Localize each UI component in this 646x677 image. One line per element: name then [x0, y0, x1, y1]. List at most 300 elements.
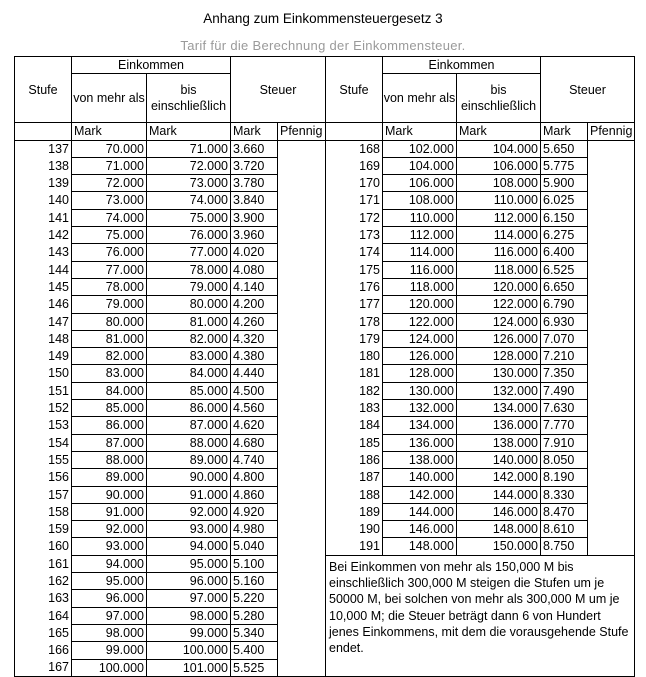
header-einkommen: Einkommen: [72, 57, 231, 74]
stufe-cell: 173: [359, 228, 380, 243]
steuer-pfennig-cell: [278, 451, 326, 468]
steuer-mark-cell: 4.260: [231, 313, 278, 330]
stufe-cell: 174: [359, 245, 380, 260]
table-row: [15, 175, 635, 192]
stufe-cell: 158: [15, 503, 72, 520]
stufe-cell: 146: [15, 296, 72, 313]
stufe-cell: 141: [15, 209, 72, 226]
bis-cell: 101.000: [147, 659, 231, 676]
steuer-mark-cell: 4.500: [231, 382, 278, 399]
von-cell: 144.000: [383, 503, 457, 520]
header-stufe: Stufe: [326, 57, 383, 123]
von-cell: 94.000: [72, 555, 147, 572]
bis-cell: 73.000: [147, 175, 231, 192]
table-body: [15, 57, 635, 677]
von-cell: 134.000: [383, 417, 457, 434]
stufe-cell: 147: [15, 313, 72, 330]
unit-mark: Mark: [147, 123, 231, 140]
bis-cell: 76.000: [147, 227, 231, 244]
steuer-mark-cell: 4.920: [231, 503, 278, 520]
bis-cell: 140.000: [457, 451, 541, 468]
von-cell: 78.000: [72, 278, 147, 295]
bis-cell: 116.000: [457, 244, 541, 261]
bis-cell: 93.000: [147, 521, 231, 538]
table-subheading: Tarif für die Berechnung der Einkommensteuer.: [180, 38, 466, 53]
bis-cell: 91.000: [147, 486, 231, 503]
steuer-pfennig-cell: [588, 503, 635, 520]
von-cell: 77.000: [72, 261, 147, 278]
steuer-mark-cell: 4.740: [231, 451, 278, 468]
header-bis: bis einschließlich: [457, 74, 541, 123]
steuer-pfennig-cell: [278, 157, 326, 174]
table-row: [15, 521, 635, 538]
header-row-1: [15, 57, 635, 74]
bis-cell: 132.000: [457, 382, 541, 399]
steuer-pfennig-cell: [278, 642, 326, 659]
bis-cell: 104.000: [457, 140, 541, 157]
steuer-pfennig-cell: [278, 227, 326, 244]
von-cell: 71.000: [72, 157, 147, 174]
von-cell: 102.000: [383, 140, 457, 157]
steuer-mark-cell: 4.200: [231, 296, 278, 313]
bis-cell: 134.000: [457, 400, 541, 417]
steuer-pfennig-cell: [588, 469, 635, 486]
bis-cell: 122.000: [457, 296, 541, 313]
von-cell: 79.000: [72, 296, 147, 313]
steuer-pfennig-cell: [278, 192, 326, 209]
header-bis: bis einschließlich: [147, 74, 231, 123]
bis-cell: 92.000: [147, 503, 231, 520]
stufe-cell: 160: [15, 538, 72, 555]
von-cell: 98.000: [72, 624, 147, 641]
von-cell: 82.000: [72, 348, 147, 365]
steuer-mark-cell: 8.050: [541, 451, 588, 468]
bis-cell: 148.000: [457, 521, 541, 538]
steuer-mark-cell: 3.780: [231, 175, 278, 192]
steuer-pfennig-cell: [278, 296, 326, 313]
steuer-pfennig-cell: [588, 400, 635, 417]
steuer-mark-cell: 5.220: [231, 590, 278, 607]
table-row: [15, 555, 635, 572]
steuer-mark-cell: 5.280: [231, 607, 278, 624]
steuer-pfennig-cell: [278, 400, 326, 417]
bis-cell: 89.000: [147, 451, 231, 468]
unit-blank: [15, 123, 72, 140]
stufe-cell: 185: [359, 435, 380, 450]
steuer-mark-cell: 4.080: [231, 261, 278, 278]
stufe-cell: 187: [359, 470, 380, 485]
bis-cell: 90.000: [147, 469, 231, 486]
bis-cell: 112.000: [457, 209, 541, 226]
steuer-mark-cell: 4.980: [231, 521, 278, 538]
table-row: [15, 365, 635, 382]
steuer-mark-cell: 4.680: [231, 434, 278, 451]
stufe-cell: 153: [15, 417, 72, 434]
steuer-pfennig-cell: [278, 330, 326, 347]
stufe-cell: 183: [359, 401, 380, 416]
steuer-mark-cell: 5.100: [231, 555, 278, 572]
header-steuer: Steuer: [541, 57, 635, 123]
von-cell: 85.000: [72, 400, 147, 417]
von-cell: 91.000: [72, 503, 147, 520]
bis-cell: 136.000: [457, 417, 541, 434]
steuer-mark-cell: 5.340: [231, 624, 278, 641]
bis-cell: 144.000: [457, 486, 541, 503]
von-cell: 136.000: [383, 434, 457, 451]
steuer-pfennig-cell: [588, 227, 635, 244]
von-cell: 146.000: [383, 521, 457, 538]
steuer-pfennig-cell: [278, 417, 326, 434]
steuer-pfennig-cell: [588, 348, 635, 365]
steuer-pfennig-cell: [588, 434, 635, 451]
stufe-cell: 142: [15, 227, 72, 244]
steuer-pfennig-cell: [278, 365, 326, 382]
bis-cell: 72.000: [147, 157, 231, 174]
steuer-mark-cell: 3.660: [231, 140, 278, 157]
stufe-cell: 139: [15, 175, 72, 192]
stufe-cell: 143: [15, 244, 72, 261]
steuer-mark-cell: 7.490: [541, 382, 588, 399]
stufe-cell: 163: [15, 590, 72, 607]
von-cell: 95.000: [72, 573, 147, 590]
bis-cell: 106.000: [457, 157, 541, 174]
steuer-mark-cell: 6.790: [541, 296, 588, 313]
unit-mark: Mark: [541, 123, 588, 140]
von-cell: 100.000: [72, 659, 147, 676]
unit-mark: Mark: [231, 123, 278, 140]
steuer-mark-cell: 7.770: [541, 417, 588, 434]
von-cell: 93.000: [72, 538, 147, 555]
von-cell: 148.000: [383, 538, 457, 555]
table-row: [15, 140, 635, 157]
von-cell: 75.000: [72, 227, 147, 244]
von-cell: 84.000: [72, 382, 147, 399]
bis-cell: 95.000: [147, 555, 231, 572]
von-cell: 70.000: [72, 140, 147, 157]
unit-mark: Mark: [383, 123, 457, 140]
bis-cell: 83.000: [147, 348, 231, 365]
table-row: [15, 209, 635, 226]
steuer-mark-cell: 4.320: [231, 330, 278, 347]
table-row: [15, 348, 635, 365]
steuer-pfennig-cell: [278, 624, 326, 641]
stufe-cell: 157: [15, 486, 72, 503]
steuer-mark-cell: 8.470: [541, 503, 588, 520]
stufe-cell: 159: [15, 521, 72, 538]
steuer-pfennig-cell: [588, 365, 635, 382]
bis-cell: 84.000: [147, 365, 231, 382]
stufe-cell: 171: [359, 193, 380, 208]
steuer-pfennig-cell: [588, 538, 635, 555]
bis-cell: 126.000: [457, 330, 541, 347]
von-cell: 112.000: [383, 227, 457, 244]
bis-cell: 75.000: [147, 209, 231, 226]
steuer-pfennig-cell: [278, 607, 326, 624]
steuer-mark-cell: 4.440: [231, 365, 278, 382]
steuer-pfennig-cell: [278, 555, 326, 572]
stufe-cell: 167: [15, 659, 72, 676]
steuer-pfennig-cell: [278, 573, 326, 590]
stufe-cell: 181: [359, 366, 380, 381]
steuer-pfennig-cell: [278, 486, 326, 503]
table-row: [15, 486, 635, 503]
stufe-cell: 145: [15, 278, 72, 295]
steuer-pfennig-cell: [588, 261, 635, 278]
header-von: von mehr als: [72, 74, 147, 123]
steuer-mark-cell: 5.775: [541, 157, 588, 174]
steuer-mark-cell: 6.650: [541, 278, 588, 295]
stufe-cell: 175: [359, 262, 380, 277]
steuer-mark-cell: 5.400: [231, 642, 278, 659]
steuer-mark-cell: 8.330: [541, 486, 588, 503]
steuer-mark-cell: 6.025: [541, 192, 588, 209]
stufe-cell: 180: [359, 349, 380, 364]
von-cell: 74.000: [72, 209, 147, 226]
steuer-mark-cell: 4.020: [231, 244, 278, 261]
steuer-pfennig-cell: [278, 348, 326, 365]
von-cell: 120.000: [383, 296, 457, 313]
steuer-pfennig-cell: [278, 503, 326, 520]
von-cell: 106.000: [383, 175, 457, 192]
bis-cell: 71.000: [147, 140, 231, 157]
bis-cell: 110.000: [457, 192, 541, 209]
table-row: [15, 400, 635, 417]
table-row: [15, 261, 635, 278]
steuer-pfennig-cell: [278, 590, 326, 607]
steuer-pfennig-cell: [588, 382, 635, 399]
bis-cell: 81.000: [147, 313, 231, 330]
steuer-pfennig-cell: [588, 451, 635, 468]
bis-cell: 82.000: [147, 330, 231, 347]
von-cell: 130.000: [383, 382, 457, 399]
unit-mark: Mark: [72, 123, 147, 140]
steuer-pfennig-cell: [588, 244, 635, 261]
bis-cell: 138.000: [457, 434, 541, 451]
bis-cell: 86.000: [147, 400, 231, 417]
bis-cell: 88.000: [147, 434, 231, 451]
steuer-mark-cell: 8.610: [541, 521, 588, 538]
stufe-cell: 186: [359, 452, 380, 467]
steuer-mark-cell: 5.650: [541, 140, 588, 157]
steuer-pfennig-cell: [278, 382, 326, 399]
von-cell: 76.000: [72, 244, 147, 261]
bis-cell: 96.000: [147, 573, 231, 590]
steuer-mark-cell: 8.190: [541, 469, 588, 486]
stufe-cell: 152: [15, 400, 72, 417]
von-cell: 138.000: [383, 451, 457, 468]
steuer-mark-cell: 7.630: [541, 400, 588, 417]
table-row: [15, 538, 635, 555]
von-cell: 116.000: [383, 261, 457, 278]
steuer-pfennig-cell: [588, 330, 635, 347]
table-row: [15, 330, 635, 347]
bis-cell: 128.000: [457, 348, 541, 365]
von-cell: 87.000: [72, 434, 147, 451]
tax-table: [14, 56, 635, 677]
steuer-mark-cell: 5.900: [541, 175, 588, 192]
steuer-mark-cell: 5.040: [231, 538, 278, 555]
stufe-cell: 149: [15, 348, 72, 365]
bis-cell: 99.000: [147, 624, 231, 641]
stufe-cell: 161: [15, 555, 72, 572]
steuer-pfennig-cell: [588, 417, 635, 434]
stufe-cell: 166: [15, 642, 72, 659]
steuer-pfennig-cell: [588, 313, 635, 330]
steuer-mark-cell: 4.800: [231, 469, 278, 486]
steuer-mark-cell: 3.900: [231, 209, 278, 226]
bis-cell: 78.000: [147, 261, 231, 278]
bis-cell: 87.000: [147, 417, 231, 434]
bis-cell: 142.000: [457, 469, 541, 486]
steuer-pfennig-cell: [588, 209, 635, 226]
stufe-cell: 169: [359, 158, 380, 173]
stufe-cell: 191: [326, 538, 383, 555]
von-cell: 118.000: [383, 278, 457, 295]
table-row: [15, 244, 635, 261]
steuer-mark-cell: 7.210: [541, 348, 588, 365]
steuer-pfennig-cell: [278, 469, 326, 486]
steuer-pfennig-cell: [588, 140, 635, 157]
steuer-pfennig-cell: [278, 434, 326, 451]
table-row: [15, 434, 635, 451]
table-row: [15, 451, 635, 468]
steuer-pfennig-cell: [278, 244, 326, 261]
steuer-mark-cell: 5.525: [231, 659, 278, 676]
stufe-cell: 150: [15, 365, 72, 382]
steuer-mark-cell: 4.140: [231, 278, 278, 295]
bis-cell: 97.000: [147, 590, 231, 607]
stufe-cell: 184: [359, 418, 380, 433]
stufe-cell: 140: [15, 192, 72, 209]
bis-cell: 79.000: [147, 278, 231, 295]
steuer-pfennig-cell: [278, 140, 326, 157]
von-cell: 132.000: [383, 400, 457, 417]
von-cell: 96.000: [72, 590, 147, 607]
bis-cell: 108.000: [457, 175, 541, 192]
stufe-cell: 148: [15, 330, 72, 347]
von-cell: 92.000: [72, 521, 147, 538]
table-row: [15, 313, 635, 330]
steuer-pfennig-cell: [278, 175, 326, 192]
steuer-pfennig-cell: [278, 521, 326, 538]
stufe-cell: 176: [359, 279, 380, 294]
steuer-pfennig-cell: [588, 486, 635, 503]
table-row: [15, 157, 635, 174]
bis-cell: 124.000: [457, 313, 541, 330]
steuer-mark-cell: 4.860: [231, 486, 278, 503]
stufe-cell: 190: [359, 522, 380, 537]
von-cell: 142.000: [383, 486, 457, 503]
stufe-cell: 178: [359, 314, 380, 329]
von-cell: 128.000: [383, 365, 457, 382]
bis-cell: 74.000: [147, 192, 231, 209]
steuer-pfennig-cell: [588, 175, 635, 192]
steuer-pfennig-cell: [278, 278, 326, 295]
document-heading: Anhang zum Einkommensteuergesetz 3: [203, 11, 443, 26]
von-cell: 140.000: [383, 469, 457, 486]
von-cell: 81.000: [72, 330, 147, 347]
steuer-mark-cell: 3.720: [231, 157, 278, 174]
bis-cell: 85.000: [147, 382, 231, 399]
von-cell: 124.000: [383, 330, 457, 347]
stufe-cell: 155: [15, 451, 72, 468]
von-cell: 72.000: [72, 175, 147, 192]
unit-mark: Mark: [457, 123, 541, 140]
bis-cell: 120.000: [457, 278, 541, 295]
von-cell: 88.000: [72, 451, 147, 468]
steuer-mark-cell: 7.910: [541, 434, 588, 451]
steuer-mark-cell: 5.160: [231, 573, 278, 590]
steuer-mark-cell: 3.840: [231, 192, 278, 209]
von-cell: 83.000: [72, 365, 147, 382]
von-cell: 99.000: [72, 642, 147, 659]
bis-cell: 80.000: [147, 296, 231, 313]
steuer-mark-cell: 7.350: [541, 365, 588, 382]
steuer-mark-cell: 6.525: [541, 261, 588, 278]
bis-cell: 100.000: [147, 642, 231, 659]
bis-cell: 118.000: [457, 261, 541, 278]
steuer-mark-cell: 3.960: [231, 227, 278, 244]
table-row: [15, 192, 635, 209]
stufe-cell: 172: [359, 210, 380, 225]
von-cell: 110.000: [383, 209, 457, 226]
table-row: [15, 469, 635, 486]
von-cell: 122.000: [383, 313, 457, 330]
table-row: [15, 296, 635, 313]
bis-cell: 150.000: [457, 538, 541, 555]
steuer-pfennig-cell: [278, 261, 326, 278]
steuer-mark-cell: 7.070: [541, 330, 588, 347]
steuer-pfennig-cell: [588, 296, 635, 313]
stufe-cell: 170: [359, 176, 380, 191]
von-cell: 108.000: [383, 192, 457, 209]
stufe-cell: 165: [15, 624, 72, 641]
unit-pfennig: Pfennig: [278, 123, 326, 140]
header-einkommen: Einkommen: [383, 57, 541, 74]
stufe-cell: 144: [15, 261, 72, 278]
note-text: Bei Einkommen von mehr als 150,000 M bis einschließlich 300,000 M steigen die Stufen um je 50000 M, bei solchen von mehr als 300,000 M um je 10,000 M; die Steuer beträgt dann 6 von Hundert jenes Einkommens, mit dem die vorausgehende Stufe endet.: [326, 555, 635, 676]
steuer-mark-cell: 4.560: [231, 400, 278, 417]
steuer-pfennig-cell: [278, 209, 326, 226]
steuer-pfennig-cell: [588, 192, 635, 209]
stufe-cell: 154: [15, 434, 72, 451]
unit-pfennig: Pfennig: [588, 123, 635, 140]
stufe-cell: 138: [15, 157, 72, 174]
stufe-cell: 162: [15, 573, 72, 590]
unit-blank: [326, 123, 383, 140]
steuer-mark-cell: 6.930: [541, 313, 588, 330]
steuer-pfennig-cell: [278, 659, 326, 676]
steuer-pfennig-cell: [588, 157, 635, 174]
von-cell: 89.000: [72, 469, 147, 486]
unit-row: [15, 123, 635, 140]
stufe-cell: 137: [15, 140, 72, 157]
von-cell: 97.000: [72, 607, 147, 624]
stufe-cell: 177: [359, 297, 380, 312]
table-row: [15, 278, 635, 295]
table-row: [15, 227, 635, 244]
steuer-mark-cell: 6.275: [541, 227, 588, 244]
bis-cell: 146.000: [457, 503, 541, 520]
stufe-cell: 188: [359, 487, 380, 502]
bis-cell: 130.000: [457, 365, 541, 382]
bis-cell: 77.000: [147, 244, 231, 261]
steuer-mark-cell: 6.150: [541, 209, 588, 226]
header-von: von mehr als: [383, 74, 457, 123]
steuer-mark-cell: 4.380: [231, 348, 278, 365]
von-cell: 80.000: [72, 313, 147, 330]
von-cell: 86.000: [72, 417, 147, 434]
